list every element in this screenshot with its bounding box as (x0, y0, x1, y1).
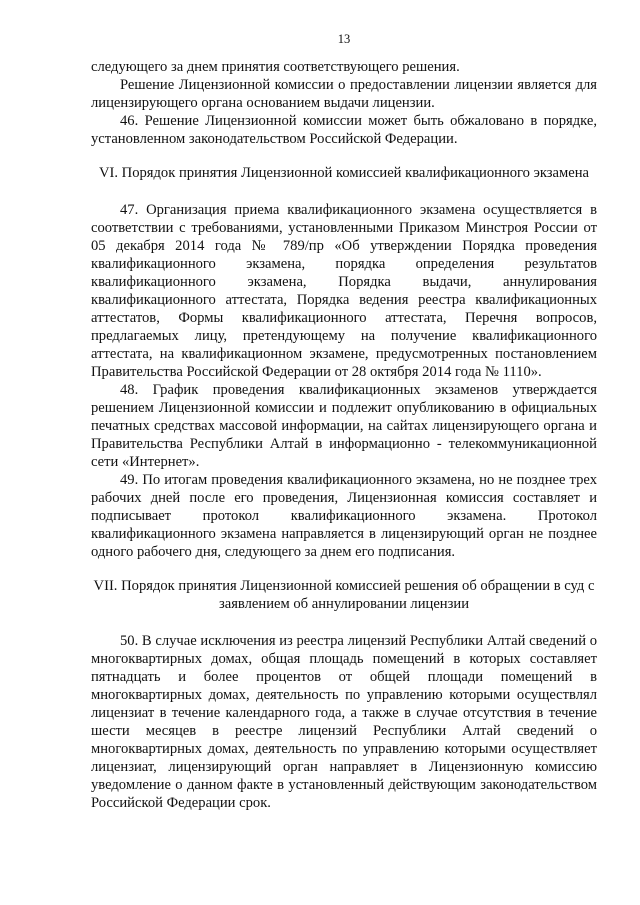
paragraph-continuation: следующего за днем принятия соответствующего решения. (91, 59, 460, 75)
paragraph-50: 50. В случае исключения из реестра лицензий Республики Алтай сведений о многоквартирных домах, общая площадь помещений в которых составляет пятнадцать и более процентов от общей площади помещений в многоквартирных домах, деятельность по управлению которыми осуществлял лицензиат в течение календарного года, а также в случае отсутствия в течение шести месяцев в реестре лицензий Республики Алтай сведений о многоквартирных домах, деятельность по управлению которыми осуществляет лицензиат, лицензирующий орган направляет в Лицензионную комиссию уведомление о данном факте в установленный действующим законодательством Российской Федерации срок. (91, 633, 597, 811)
paragraph-49: 49. По итогам проведения квалификационного экзамена, но не позднее трех рабочих дней после его проведения, Лицензионная комиссия составляет и подписывает протокол квалификационного экзамена. Протокол квалификационного экзамена направляется в лицензирующий орган не позднее одного рабочего дня, следующего за днем его подписания. (91, 472, 597, 560)
paragraph-47: 47. Организация приема квалификационного экзамена осуществляется в соответствии с требованиями, установленными Приказом Минстроя России от 05 декабря 2014 года № 789/пр «Об утверждении Порядка проведения квалификационного экзамена, порядка определения результатов квалификационного экзамена, Порядка выдачи, аннулирования квалификационного аттестата, Порядка ведения реестра квалификационных аттестатов, Формы квалификационного аттестата, Перечня вопросов, предлагаемых лицу, претендующему на получение квалификационного аттестата, на квалификационном экзамене, предусмотренных постановлением Правительства Российской Федерации от 28 октября 2014 года № 1110». (91, 202, 597, 380)
section-6-title: VI. Порядок принятия Лицензионной комиссией квалификационного экзамена (98, 165, 590, 181)
paragraph-48: 48. График проведения квалификационных экзаменов утверждается решением Лицензионной комиссии и подлежит опубликованию в официальных печатных средствах массовой информации, на сайтах лицензирующего органа и Правительства Республики Алтай в информационно - телекоммуникационной сети «Интернет». (91, 382, 597, 470)
section-7-title: VII. Порядок принятия Лицензионной комиссией решения об обращении в суд с заявлением об аннулировании лицензии (93, 578, 595, 612)
page-number: 13 (337, 32, 351, 46)
document-page (91, 32, 597, 812)
paragraph-46: 46. Решение Лицензионной комиссии может быть обжаловано в порядке, установленном законодательством Российской Федерации. (91, 113, 597, 147)
paragraph-license-decision: Решение Лицензионной комиссии о предоставлении лицензии является для лицензирующего органа основанием выдачи лицензии. (91, 77, 597, 111)
